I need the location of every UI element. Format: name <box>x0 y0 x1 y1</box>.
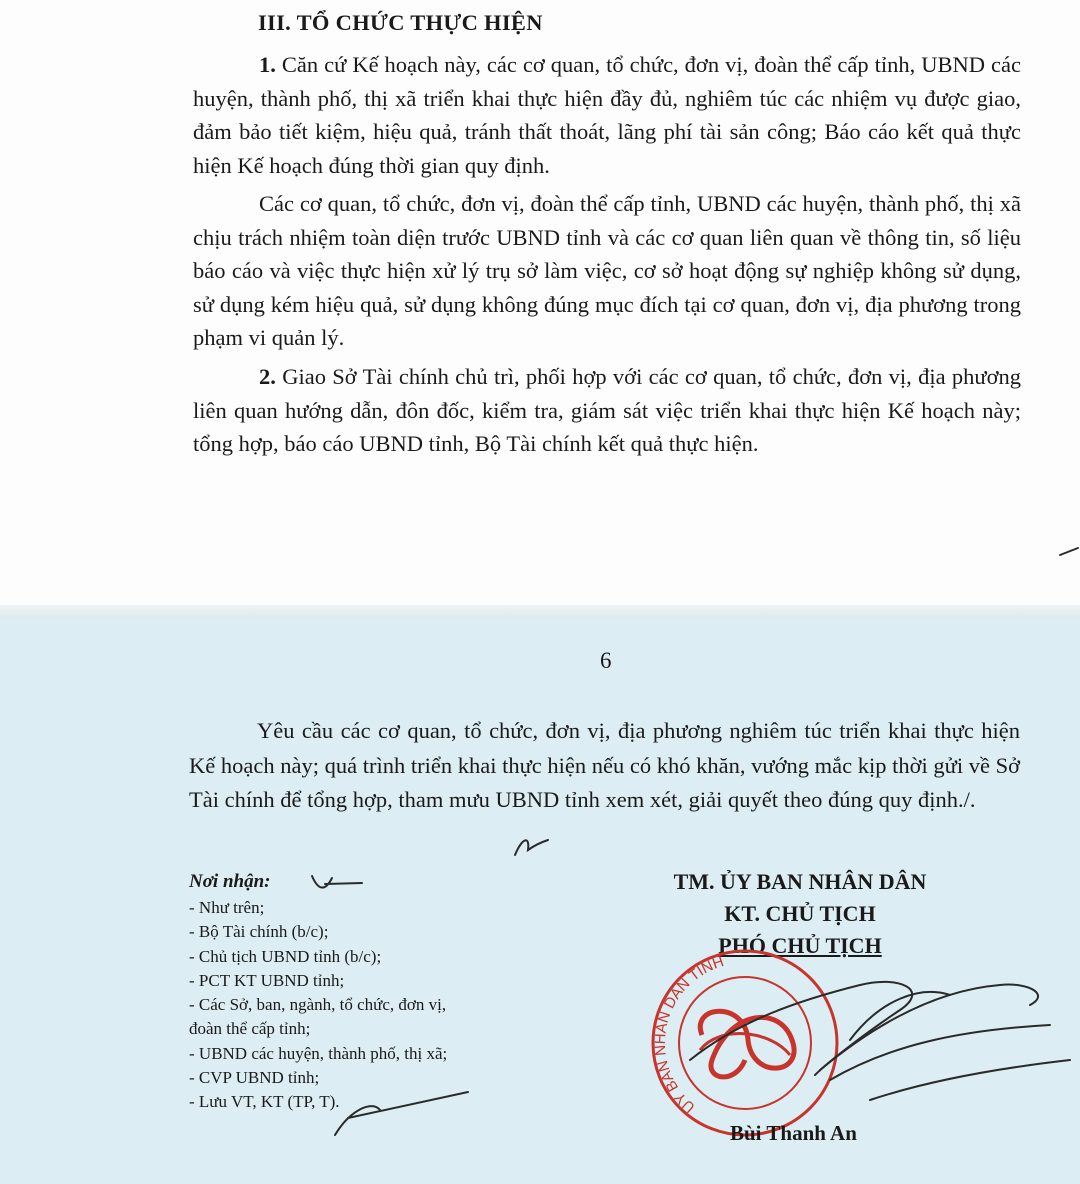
initials-marks <box>312 548 1078 1135</box>
official-seal <box>614 942 837 1135</box>
svg-text:UỶ BAN NHÂN DÂN TỈNH <box>614 942 779 1117</box>
signature-title-1: TM. ỦY BAN NHÂN DÂN <box>673 869 927 894</box>
signature-title-2: KT. CHỦ TỊCH <box>724 901 876 926</box>
paragraph-3-text: Giao Sở Tài chính chủ trì, phối hợp với các cơ quan, tổ chức, đơn vị, địa phương liên quan hướng dẫn, đôn đốc, kiểm tra, giám sát việc triển khai thực hiện Kế hoạch này; tổng hợp, báo cáo UBND tỉnh, Bộ Tài chính kết quả thực hiện. <box>193 364 1022 456</box>
signature-title-3: PHÓ CHỦ TỊCH <box>718 933 882 958</box>
recipients-title: Nơi nhận: <box>189 871 271 892</box>
recipient-item: đoàn thể cấp tỉnh; <box>189 1019 311 1039</box>
recipient-item: - CVP UBND tỉnh; <box>189 1068 320 1088</box>
recipient-item: - PCT KT UBND tỉnh; <box>189 970 345 990</box>
paragraph-2: Các cơ quan, tổ chức, đơn vị, đoàn thể cấp tỉnh, UBND các huyện, thành phố, thị xã chịu trách nhiệm toàn diện trước UBND tỉnh và các cơ quan liên quan về thông tin, số liệu báo cáo và việc thực hiện xử lý trụ sở làm việc, cơ sở hoạt động sự nghiệp không sử dụng, sử dụng kém hiệu quả, sử dụng không đúng mục đích tại cơ quan, đơn vị, địa phương trong phạm vi quản lý. <box>193 191 1021 350</box>
page-number: 6 <box>600 648 612 673</box>
recipient-item: - Lưu VT, KT (TP, T). <box>189 1092 340 1112</box>
paragraph-1-text: Căn cứ Kế hoạch này, các cơ quan, tổ chức, đơn vị, đoàn thể cấp tỉnh, UBND các huyện, thành phố, thị xã triển khai thực hiện đầy đủ, nghiêm túc các nhiệm vụ được giao, đảm bảo tiết kiệm, hiệu quả, tránh thất thoát, lãng phí tài sản công; Báo cáo kết quả thực hiện Kế hoạch đúng thời gian quy định. <box>193 52 1022 178</box>
seal-text: UỶ BAN NHÂN DÂN TỈNH <box>651 953 726 1116</box>
recipient-item: - Như trên; <box>189 898 265 917</box>
paragraph-3-number: 2. <box>259 364 276 389</box>
section-heading: III. TỔ CHỨC THỰC HIỆN <box>258 10 543 35</box>
recipient-item: - Bộ Tài chính (b/c); <box>189 922 329 942</box>
paragraph-1-number: 1. <box>259 52 276 77</box>
recipient-item: - UBND các huyện, thành phố, thị xã; <box>189 1043 448 1063</box>
recipient-item: - Chủ tịch UBND tỉnh (b/c); <box>189 946 382 966</box>
closing-paragraph: Yêu cầu các cơ quan, tổ chức, đơn vị, địa phương nghiêm túc triển khai thực hiện Kế hoạch này; quá trình triển khai thực hiện nếu có khó khăn, vướng mắc kịp thời gửi về Sở Tài chính để tổng hợp, tham mưu UBND tỉnh xem xét, giải quyết theo đúng quy định./. <box>189 718 1020 812</box>
signer-name: Bùi Thanh An <box>730 1121 857 1145</box>
recipient-item: - Các Sở, ban, ngành, tổ chức, đơn vị, <box>189 995 447 1015</box>
